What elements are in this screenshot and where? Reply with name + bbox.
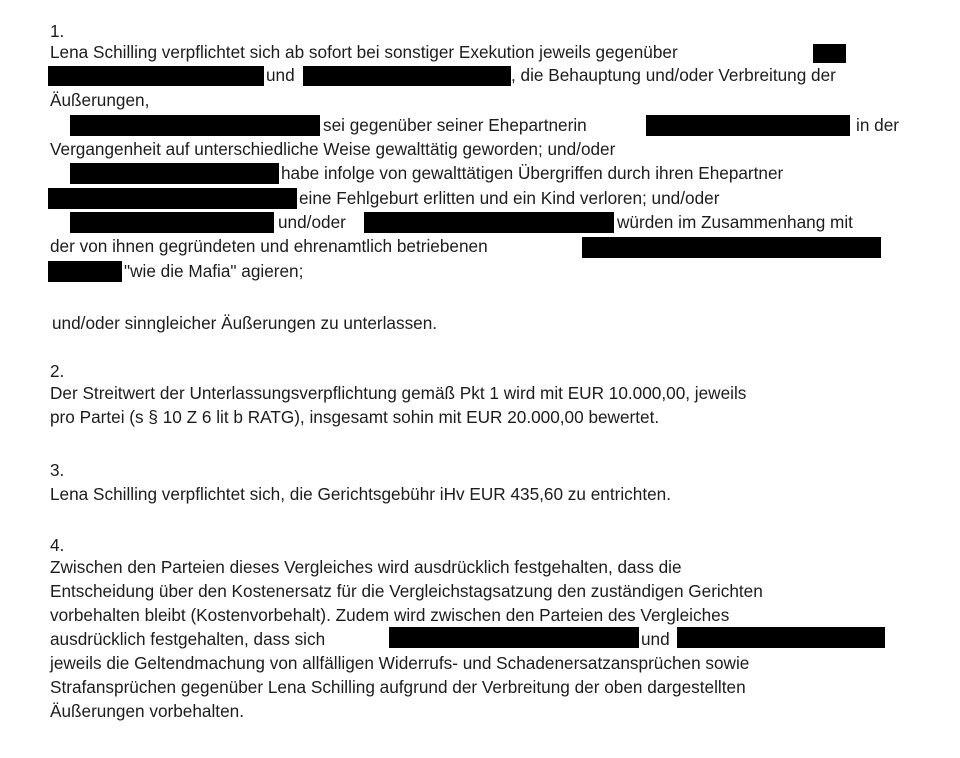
redaction-box — [48, 188, 297, 209]
redaction-box — [813, 44, 846, 63]
redaction-box — [48, 66, 264, 86]
redaction-box — [48, 261, 122, 282]
redaction-box — [303, 66, 511, 86]
section-number: 4. — [50, 535, 65, 555]
text-line: jeweils die Geltendmachung von allfälligen Widerrufs- und Schadenersatzansprüchen sowie — [50, 653, 750, 673]
text-line: Der Streitwert der Unterlassungsverpflichtung gemäß Pkt 1 wird mit EUR 10.000,00, jeweils — [50, 383, 747, 403]
text-line: Lena Schilling verpflichtet sich ab sofort bei sonstiger Exekution jeweils gegenüber — [50, 42, 678, 62]
text-line: "wie die Mafia" agieren; — [124, 261, 304, 281]
redaction-box — [70, 115, 320, 136]
text-line: vorbehalten bleibt (Kostenvorbehalt). Zudem wird zwischen den Parteien des Vergleiches — [50, 605, 730, 625]
text-line: sei gegenüber seiner Ehepartnerin — [323, 115, 587, 135]
text-line: und/oder sinngleicher Äußerungen zu unterlassen. — [52, 313, 438, 333]
text-line: pro Partei (s § 10 Z 6 lit b RATG), insgesamt sohin mit EUR 20.000,00 bewertet. — [50, 407, 660, 427]
text-line: Strafansprüchen gegenüber Lena Schilling aufgrund der Verbreitung der oben dargestellten — [50, 677, 746, 697]
text-line: Entscheidung über den Kostenersatz für die Vergleichstagsatzung den zuständigen Gerichten — [50, 581, 763, 601]
text-line: Äußerungen, — [50, 90, 150, 110]
text-line: und/oder — [278, 212, 346, 232]
section-number: 3. — [50, 460, 65, 480]
section-number: 1. — [50, 21, 65, 41]
redaction-box — [364, 212, 614, 233]
redaction-box — [646, 115, 850, 136]
redaction-box — [677, 627, 885, 648]
text-line: , die Behauptung und/oder Verbreitung der — [511, 65, 836, 85]
text-line: ausdrücklich festgehalten, dass sich — [50, 629, 326, 649]
section-number: 2. — [50, 361, 65, 381]
text-line: Zwischen den Parteien dieses Vergleiches wird ausdrücklich festgehalten, dass die — [50, 557, 682, 577]
text-line: und — [266, 65, 295, 85]
text-line: eine Fehlgeburt erlitten und ein Kind verloren; und/oder — [299, 188, 720, 208]
text-line: Lena Schilling verpflichtet sich, die Gerichtsgebühr iHv EUR 435,60 zu entrichten. — [50, 484, 671, 504]
text-line: würden im Zusammenhang mit — [617, 212, 853, 232]
text-line: in der — [856, 115, 899, 135]
text-line: der von ihnen gegründeten und ehrenamtlich betriebenen — [50, 236, 488, 256]
redaction-box — [389, 627, 639, 648]
text-line: Äußerungen vorbehalten. — [50, 701, 244, 721]
text-line: Vergangenheit auf unterschiedliche Weise gewalttätig geworden; und/oder — [50, 139, 616, 159]
redaction-box — [582, 237, 881, 258]
redaction-box — [70, 163, 279, 184]
text-line: habe infolge von gewalttätigen Übergriffen durch ihren Ehepartner — [281, 163, 784, 183]
text-line: und — [641, 629, 670, 649]
redaction-box — [70, 212, 274, 233]
